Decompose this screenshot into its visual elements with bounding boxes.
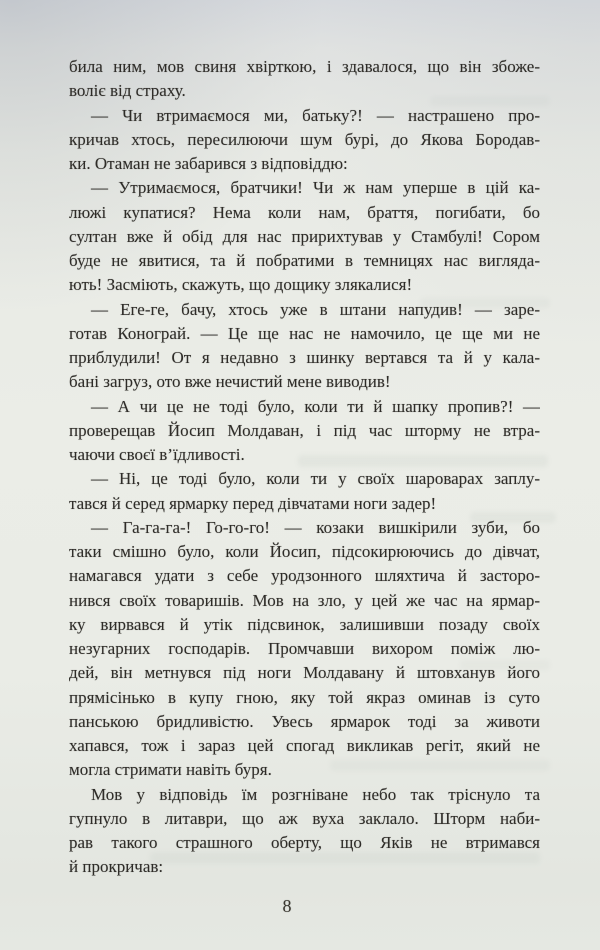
text-line: — Га-га-га-! Го-го-го! — козаки вишкірили зуби, бо — [91, 517, 540, 537]
text-line: буде не явитися, та й побратими в темницях нас вигляда- — [69, 251, 540, 270]
text-line: — А чи це не тоді було, коли ти й шапку пропив?! — — [91, 396, 540, 416]
text-line: — Еге-ге, бачу, хтось уже в штани напудив! — заре- — [91, 299, 540, 319]
text-line: панською бридливістю. Увесь ярмарок тоді за животи — [69, 711, 540, 731]
page-number: 8 — [282, 896, 292, 916]
text-line: нився своїх товаришів. Мов на зло, у цей же час на ярмар- — [69, 590, 540, 610]
text-line: хапався, тож і зараз цей спогад викликав регіт, який не — [69, 736, 540, 755]
text-line: таки смішно було, коли Йосип, підсокирюючись до дівчат, — [69, 542, 540, 561]
text-line: кричав хтось, пересилюючи шум бурі, до Якова Бородав- — [69, 129, 540, 149]
text-line: бані загруз, ото вже нечистий мене виводив! — [69, 372, 391, 392]
page-text-block — [69, 55, 540, 880]
text-line: ку вирвався й утік підсвинок, залишивши позаду своїх — [69, 614, 540, 634]
text-line: била ним, мов свиня хвірткою, і здавалося, що він збоже- — [69, 57, 540, 76]
text-line: могла стримати навіть буря. — [69, 760, 272, 780]
text-line: султан вже й обід для нас пририхтував у Стамбулі! Сором — [69, 226, 540, 246]
text-line: воліє від страху. — [69, 81, 186, 101]
text-line: — Чи втримаємося ми, батьку?! — настрашено про- — [91, 105, 540, 125]
text-line: ки. Отаман не забарився з відповіддю: — [69, 154, 348, 173]
text-line: готав Конограй. — Це ще нас не намочило, це ще ми не — [69, 323, 540, 343]
text-line: проверещав Йосип Молдаван, і під час шторму не втра- — [69, 420, 540, 440]
text-line: Мов у відповідь їм розгніване небо так тріснуло та — [91, 784, 540, 804]
text-line: гупнуло в литаври, що аж вуха заклало. Шторм наби- — [69, 808, 540, 828]
text-line: рав такого страшного оберту, що Яків не втримався — [69, 833, 540, 852]
text-line: — Ні, це тоді було, коли ти у своїх шароварах заплу- — [91, 469, 540, 489]
text-line: — Утримаємося, братчики! Чи ж нам уперше в цій ка- — [91, 178, 540, 198]
text-line: незугарних господарів. Промчавши вихором поміж лю- — [69, 639, 540, 658]
text-line: намагався удати з себе уродзонного шляхтича й засторо- — [69, 566, 540, 586]
text-line: чаючи своєї в’їдливості. — [69, 445, 245, 464]
text-line: дей, він метнувся під ноги Молдавану й штовханув його — [69, 663, 540, 683]
text-line: прямісінько в купу гною, яку той якраз оминав із суто — [69, 687, 540, 707]
text-line: й прокричав: — [69, 857, 164, 877]
text-line: люжі купатися? Нема коли нам, браття, погибати, бо — [69, 202, 540, 222]
text-line: ють! Засміють, скажуть, що дощику злякалися! — [69, 275, 413, 295]
text-line: тався й серед ярмарку перед дівчатами ноги задер! — [69, 493, 437, 513]
text-line: приблудили! От я недавно з шинку вертався та й у кала- — [69, 348, 540, 367]
